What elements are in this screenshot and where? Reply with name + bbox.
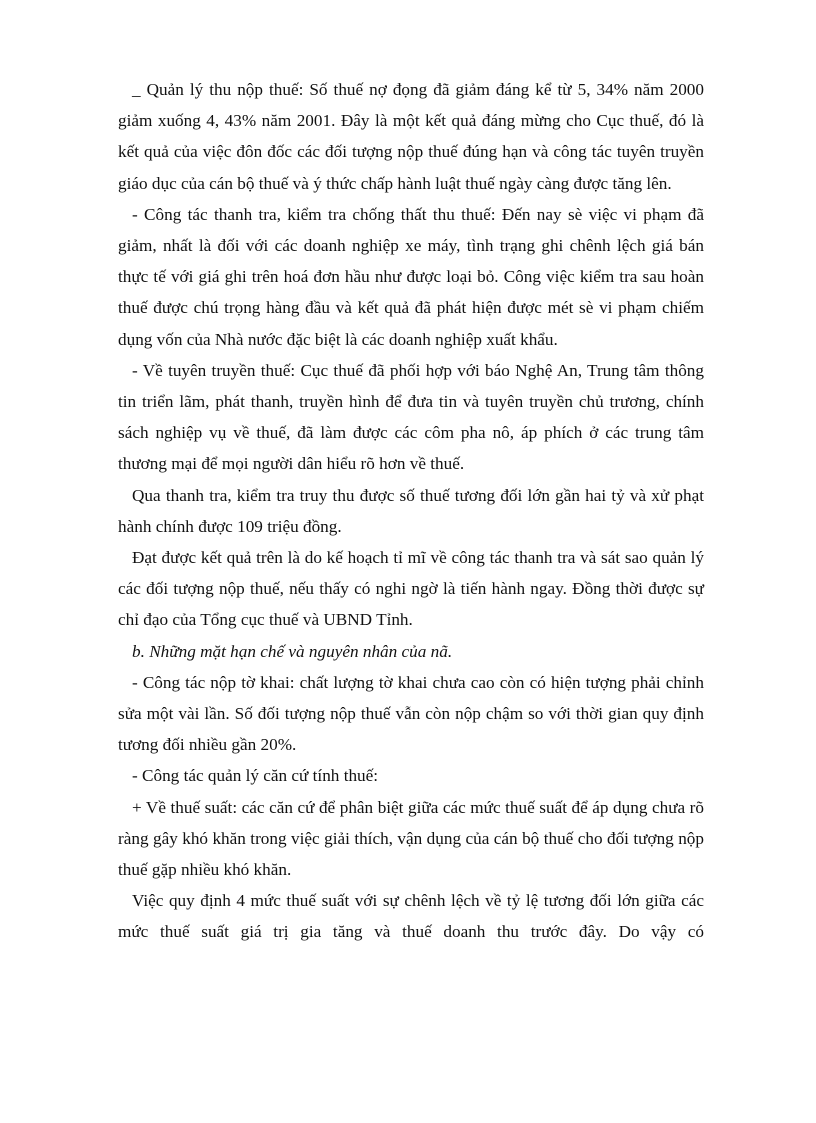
paragraph-inspection-result-text: Qua thanh tra, kiểm tra truy thu được số thuế tương đối lớn gần hai tỷ và xử phạt hành chính được 109 triệu đồng. — [118, 485, 704, 536]
paragraph-propaganda-text: - Về tuyên truyền thuế: Cục thuế đã phối hợp với báo Nghệ An, Trung tâm thông tin triển lãm, phát thanh, truyền hình để đưa tin và tuyên truyền chủ trương, chính sách nghiệp vụ về thuế, đã làm được các côm pha nô, áp phích ở các trung tâm thương mại để mọi người dân hiểu rõ hơn về thuế. — [118, 360, 704, 474]
paragraph-achievement-reason-text: Đạt được kết quả trên là do kế hoạch tỉ mĩ về công tác thanh tra và sát sao quản lý các đối tượng nộp thuế, nếu thấy có nghi ngờ là tiến hành ngay. Đồng thời được sự chỉ đạo của Tổng cục thuế và UBND Tỉnh. — [118, 548, 704, 630]
paragraph-inspection-text: - Công tác thanh tra, kiểm tra chống thất thu thuế: Đến nay sè việc vi phạm đã giảm, nhất là đối với các doanh nghiệp xe máy, tình trạng ghi chênh lệch giá bán thực tế với giá ghi trên hoá đơn hầu như được loại bỏ. Công việc kiểm tra sau hoàn thuế được chú trọng hàng đầu và kết quả đã phát hiện được mét sè vi phạm chiếm dụng vốn của Nhà nước đặc biệt là các doanh nghiệp xuất khẩu. — [118, 204, 704, 349]
paragraph-tax-collection-text: _ Quản lý thu nộp thuế: Số thuế nợ đọng đã giảm đáng kể từ 5, 34% năm 2000 giảm xuống 4, 43% năm 2001. Đây là một kết quả đáng mừng cho Cục thuế, đó là kết quả của việc đôn đốc các đối tượng nộp thuế đúng hạn và công tác tuyên truyền giáo dục của cán bộ thuế và ý thức chấp hành luật thuế ngày càng được tăng lên. — [118, 80, 704, 193]
paragraph-propaganda — [118, 355, 704, 480]
paragraph-achievement-reason — [118, 542, 704, 636]
paragraph-inspection-result — [118, 480, 704, 542]
paragraph-declaration — [118, 667, 704, 761]
paragraph-tax-basis — [118, 760, 704, 791]
paragraph-tax-rate — [118, 792, 704, 886]
paragraph-four-rates-text: Việc quy định 4 mức thuế suất với sự chênh lệch về tỷ lệ tương đối lớn giữa các mức thuế suất giá trị gia tăng và thuế doanh thu trước đây. Do vậy có — [118, 891, 704, 942]
section-heading-limitations-text: b. Những mặt hạn chế và nguyên nhân của nã. — [132, 641, 453, 661]
paragraph-declaration-text: - Công tác nộp tờ khai: chất lượng tờ khai chưa cao còn có hiện tượng phải chỉnh sửa một vài lần. Số đối tượng nộp thuế vẫn còn nộp chậm so với thời gian quy định tương đối nhiều gần 20%. — [118, 672, 704, 755]
document-page — [118, 74, 704, 948]
paragraph-inspection — [118, 199, 704, 355]
paragraph-tax-collection — [118, 74, 704, 199]
paragraph-tax-rate-text: + Về thuế suất: các căn cứ để phân biệt giữa các mức thuế suất để áp dụng chưa rõ ràng gây khó khăn trong việc giải thích, vận dụng của cán bộ thuế cho đối tượng nộp thuế gặp nhiều khó khăn. — [118, 797, 704, 880]
paragraph-four-rates — [118, 885, 704, 947]
section-heading-limitations — [118, 636, 704, 667]
paragraph-tax-basis-text: - Công tác quản lý căn cứ tính thuế: — [132, 766, 379, 786]
